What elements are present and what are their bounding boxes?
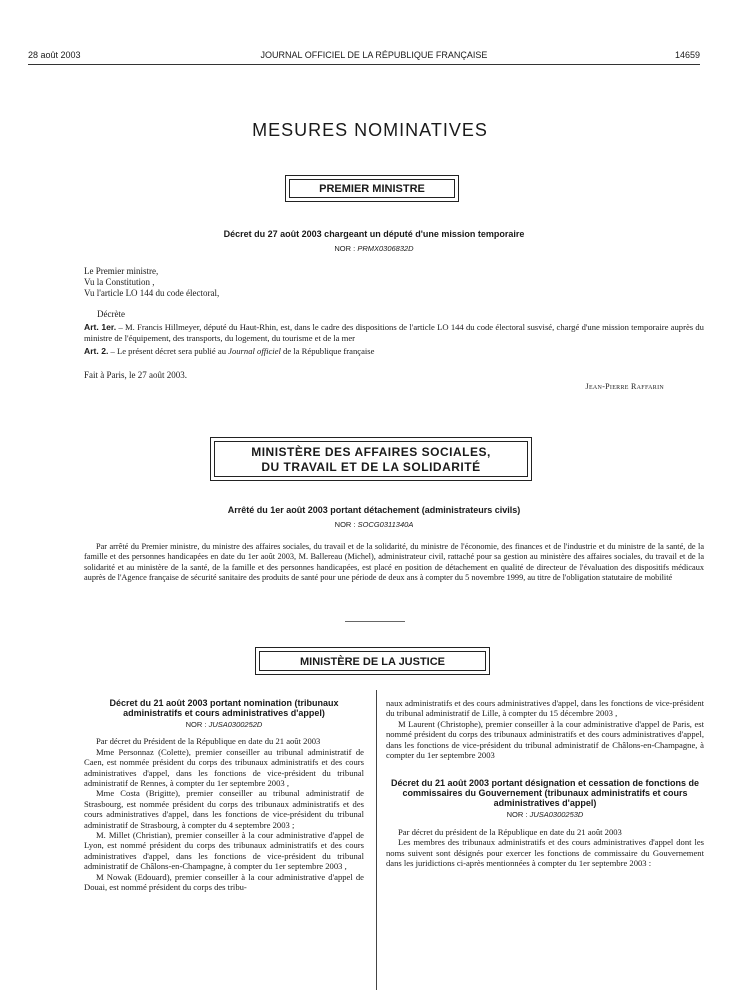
preamble-line: Le Premier ministre, <box>84 266 159 276</box>
premier-ministre-label: PREMIER MINISTRE <box>319 183 425 195</box>
paragraph: M Nowak (Edouard), premier conseiller à la cour administrative d'appel de Douai, est nommé président du corps des tribu- <box>84 871 364 893</box>
paragraph: Par décret du président de la République en date du 21 août 2003 <box>398 826 622 837</box>
preamble-line: Vu la Constitution , <box>84 277 155 287</box>
decree1-nor: NOR : PRMX0306832D <box>334 244 414 253</box>
decree-designation-nor: NOR : JUSA0300253D <box>506 810 584 820</box>
ministere-justice-label: MINISTÈRE DE LA JUSTICE <box>299 656 446 668</box>
paragraph: Mme Personnaz (Colette), premier conseiller au tribunal administratif de Caen, est nommée président du corps des tribunaux administratifs et des cours administratives d'appel, dans les fonctions de vice-président du tribunal administratif de Rennes, à compter du 1er septembre 2003 , <box>84 746 364 789</box>
paragraph: Les membres des tribunaux administratifs et des cours administratives d'appel dont les noms suivent sont désignés pour exercer les fonctions de commissaire du Gouvernement dans les juridictions ci-après mentionnées à compter du 1er septembre 2003 : <box>386 837 704 869</box>
preamble-line: Vu l'article LO 144 du code électoral, <box>84 288 220 298</box>
right-column <box>386 698 704 868</box>
arrete-body: Par arrêté du Premier ministre, du ministre des affaires sociales, du travail et de la solidarité, du ministre de l'économie, des finances et de l'industrie et du ministre de la santé, de la famille et des personnes handicapées en date du 1er août 2003, M. Ballereau (Michel), administrateur civil, rattaché pour sa gestion au ministère des affaires sociales, du travail et de la solidarité et au ministère de la santé, de la famille et des personnes handicapées, est placé en position de détachement en qualité de directeur de l'évaluation des dispositifs médicaux auprès de l'Agence française de sécurité sanitaire des produits de santé pour une période de deux ans à compter du 5 novembre 1999, au titre de l'obligation statutaire de mobilité <box>84 542 704 583</box>
fait-a-paris: Fait à Paris, le 27 août 2003. <box>84 370 187 380</box>
arrete-title: Arrêté du 1er août 2003 portant détachement (administrateurs civils) <box>227 505 521 515</box>
header-journal-title: JOURNAL OFFICIEL DE LA RÉPUBLIQUE FRANÇAISE <box>260 50 488 60</box>
ministere-affaires-sociales-box <box>210 437 532 481</box>
decree-nomination-title: Décret du 21 août 2003 portant nomination (tribunaux administratifs et cours administratives d'appel) <box>109 698 339 718</box>
decrete-label: Décrète <box>97 309 125 319</box>
article-2: Art. 2. – Le présent décret sera publié au Journal officiel de la République française <box>84 346 375 356</box>
decree1-title: Décret du 27 août 2003 chargeant un député d'une mission temporaire <box>223 229 525 239</box>
paragraph: naux administratifs et des cours administratives d'appel, dans les fonctions de vice-président du tribunal administratif de Lille, à compter du 15 décembre 2003 , <box>386 698 704 719</box>
ministere-line-1: MINISTÈRE DES AFFAIRES SOCIALES, <box>251 445 491 459</box>
header-page-number: 14659 <box>674 50 700 60</box>
article-1: Art. 1er. – M. Francis Hillmeyer, député du Haut-Rhin, est, dans le cadre des dispositions de l'article LO 144 du code électoral susvisé, chargé d'une mission temporaire auprès du ministre de l'équipement, des transports, du logement, du tourisme et de la mer <box>84 322 704 343</box>
premier-ministre-box <box>285 175 459 202</box>
separator <box>345 621 405 622</box>
left-column <box>84 698 364 893</box>
paragraph: M. Millet (Christian), premier conseiller à la cour administrative d'appel de Lyon, est nommé président du corps des tribunaux administratifs et des cours administratives d'appel, dans les fonctions de vice-président du tribunal administratif de Châlons-en-Champagne, à compter du 1er septembre 2003 , <box>84 830 364 872</box>
header-date: 28 août 2003 <box>28 50 81 60</box>
header-rule <box>28 64 700 65</box>
paragraph: Mme Costa (Brigitte), premier conseiller au tribunal administratif de Strasbourg, est nommée président du corps des tribunaux administratifs et des cours administratives d'appel, dans les fonctions de vice-président du tribunal administratif de Strasbourg, à compter du 4 septembre 2003 ; <box>84 788 364 830</box>
decree-nomination-nor: NOR : JUSA0300252D <box>185 720 263 729</box>
column-divider <box>376 690 377 990</box>
ministere-justice-box <box>255 647 490 675</box>
paragraph: M Laurent (Christophe), premier conseiller à la cour administrative d'appel de Paris, est nommé président du corps des tribunaux administratifs et des cours administratives d'appel, dans les fonctions de vice-président du tribunal administratif de Châlons-en-Champagne, à compter du 1er septembre 2003 <box>386 718 704 761</box>
arrete-nor: NOR : SOCG0311340A <box>334 520 414 529</box>
ministere-line-2: DU TRAVAIL ET DE LA SOLIDARITÉ <box>261 460 481 474</box>
paragraph: Par décret du Président de la République en date du 21 août 2003 <box>96 736 321 747</box>
decree-designation-title: Décret du 21 août 2003 portant désignation et cessation de fonctions de commissaires du Gouvernement (tribunaux administratifs et cours administratives d'appel) <box>390 778 700 809</box>
main-title: MESURES NOMINATIVES <box>252 120 488 140</box>
signature: Jean-Pierre Raffarin <box>585 382 664 391</box>
